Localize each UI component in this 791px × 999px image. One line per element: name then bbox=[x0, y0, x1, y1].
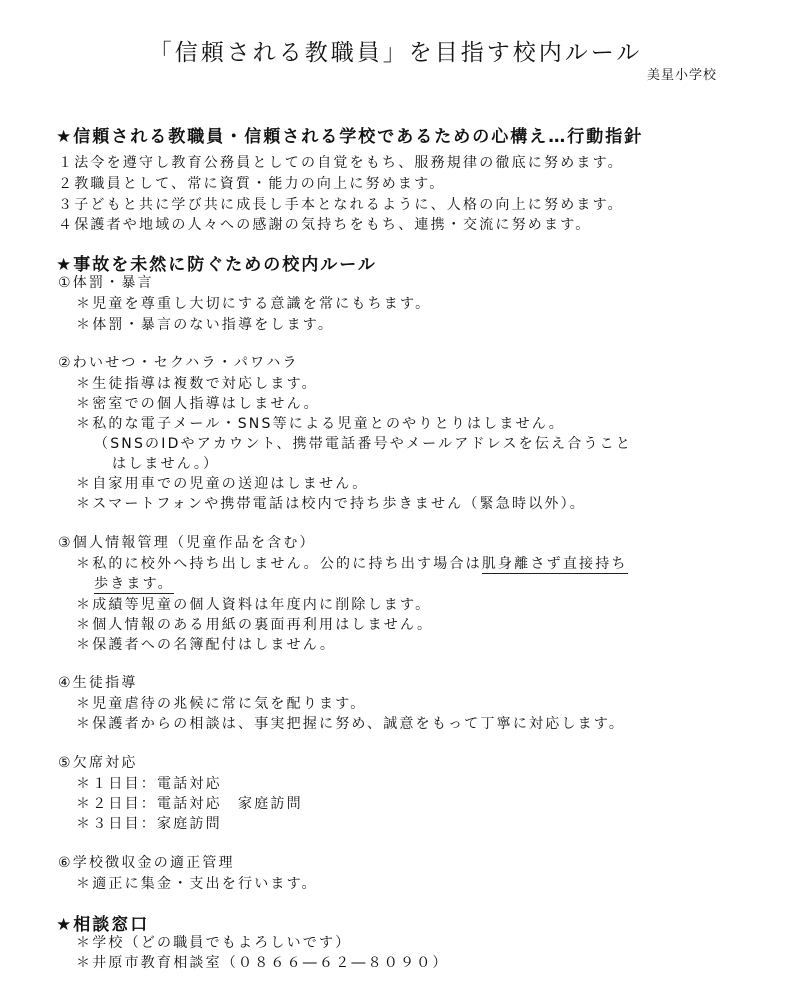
page-title: 「信頼される教職員」を目指す校内ルール bbox=[148, 40, 643, 66]
rule-group-label: ①体罰・暴言 bbox=[58, 275, 154, 291]
guideline-item: ４保護者や地域の人々への感謝の気持ちをもち、連携・交流に努めます。 bbox=[58, 217, 592, 233]
rule-item: ＊スマートフォンや携帯電話は校内で持ち歩きません（緊急時以外）。 bbox=[76, 496, 586, 512]
rule-item: ＊保護者への名簿配付はしません。 bbox=[76, 637, 337, 653]
rule-item: ＊児童を尊重し大切にする意識を常にもちます。 bbox=[76, 296, 432, 312]
rule-item: ＊私的な電子メール・SNS等による児童とのやりとりはしません。 bbox=[76, 416, 566, 432]
rule-item: ＊２日目：電話対応 家庭訪問 bbox=[76, 796, 303, 812]
rule-item: ＊適正に集金・支出を行います。 bbox=[76, 876, 318, 892]
consultation-item: ＊井原市教育相談室（０８６６―６２―８０９０） bbox=[76, 955, 449, 971]
consultation-item: ＊学校（どの職員でもよろしいです） bbox=[76, 935, 352, 951]
guideline-item: ２教職員として、常に資質・能力の向上に努めます。 bbox=[58, 176, 446, 192]
rule-item: ＊個人情報のある用紙の裏面再利用はしません。 bbox=[76, 617, 434, 633]
section-heading-rules: ★事故を未然に防ぐための校内ルール bbox=[56, 255, 377, 275]
rule-item: ＊生徒指導は複数で対応します。 bbox=[76, 376, 318, 392]
guideline-item: １法令を遵守し教育公務員としての自覚をもち、服務規律の徹底に努めます。 bbox=[58, 155, 624, 171]
rule-group-label: ⑤欠席対応 bbox=[58, 755, 138, 771]
rule-item-note: はしません。） bbox=[112, 456, 220, 472]
school-name: 美星小学校 bbox=[646, 68, 717, 83]
guideline-item: ３子どもと共に学び共に成長し手本となれるように、人格の向上に努めます。 bbox=[58, 197, 624, 213]
section-heading-guidelines: ★信頼される教職員・信頼される学校であるための心構え…行動指針 bbox=[56, 127, 644, 147]
rule-item: ＊自家用車での児童の送迎はしません。 bbox=[76, 476, 369, 492]
section-heading-consultation: ★相談窓口 bbox=[56, 915, 150, 935]
underlined-emphasis: 歩きます。 bbox=[94, 576, 174, 592]
rule-item: ＊児童虐待の兆候に常に気を配ります。 bbox=[76, 696, 367, 712]
rule-item: ＊１日目：電話対応 bbox=[76, 776, 222, 792]
rule-group-label: ③個人情報管理（児童作品を含む） bbox=[58, 535, 316, 551]
rule-item-note: （SNSのIDやアカウント、携帯電話番号やメールアドレスを伝え合うこと bbox=[94, 436, 633, 452]
rule-item: ＊保護者からの相談は、事実把握に努め、誠意をもって丁寧に対応します。 bbox=[76, 716, 626, 732]
rule-item-continued bbox=[94, 573, 174, 593]
rule-item bbox=[76, 553, 628, 573]
rule-item: ＊密室での個人指導はしません。 bbox=[76, 396, 320, 412]
rule-group-label: ④生徒指導 bbox=[58, 675, 138, 691]
rule-item: ＊成績等児童の個人資料は年度内に削除します。 bbox=[76, 597, 432, 613]
underlined-emphasis: 肌身離さず直接持ち bbox=[481, 556, 628, 572]
rule-group-label: ⑥学校徴収金の適正管理 bbox=[58, 855, 235, 871]
rule-item: ＊３日目：家庭訪問 bbox=[76, 816, 222, 832]
rule-item-text: ＊私的に校外へ持ち出しません。公的に持ち出す場合は bbox=[76, 556, 482, 572]
rule-item: ＊体罰・暴言のない指導をします。 bbox=[76, 317, 335, 333]
rule-group-label: ②わいせつ・セクハラ・パワハラ bbox=[58, 355, 299, 371]
